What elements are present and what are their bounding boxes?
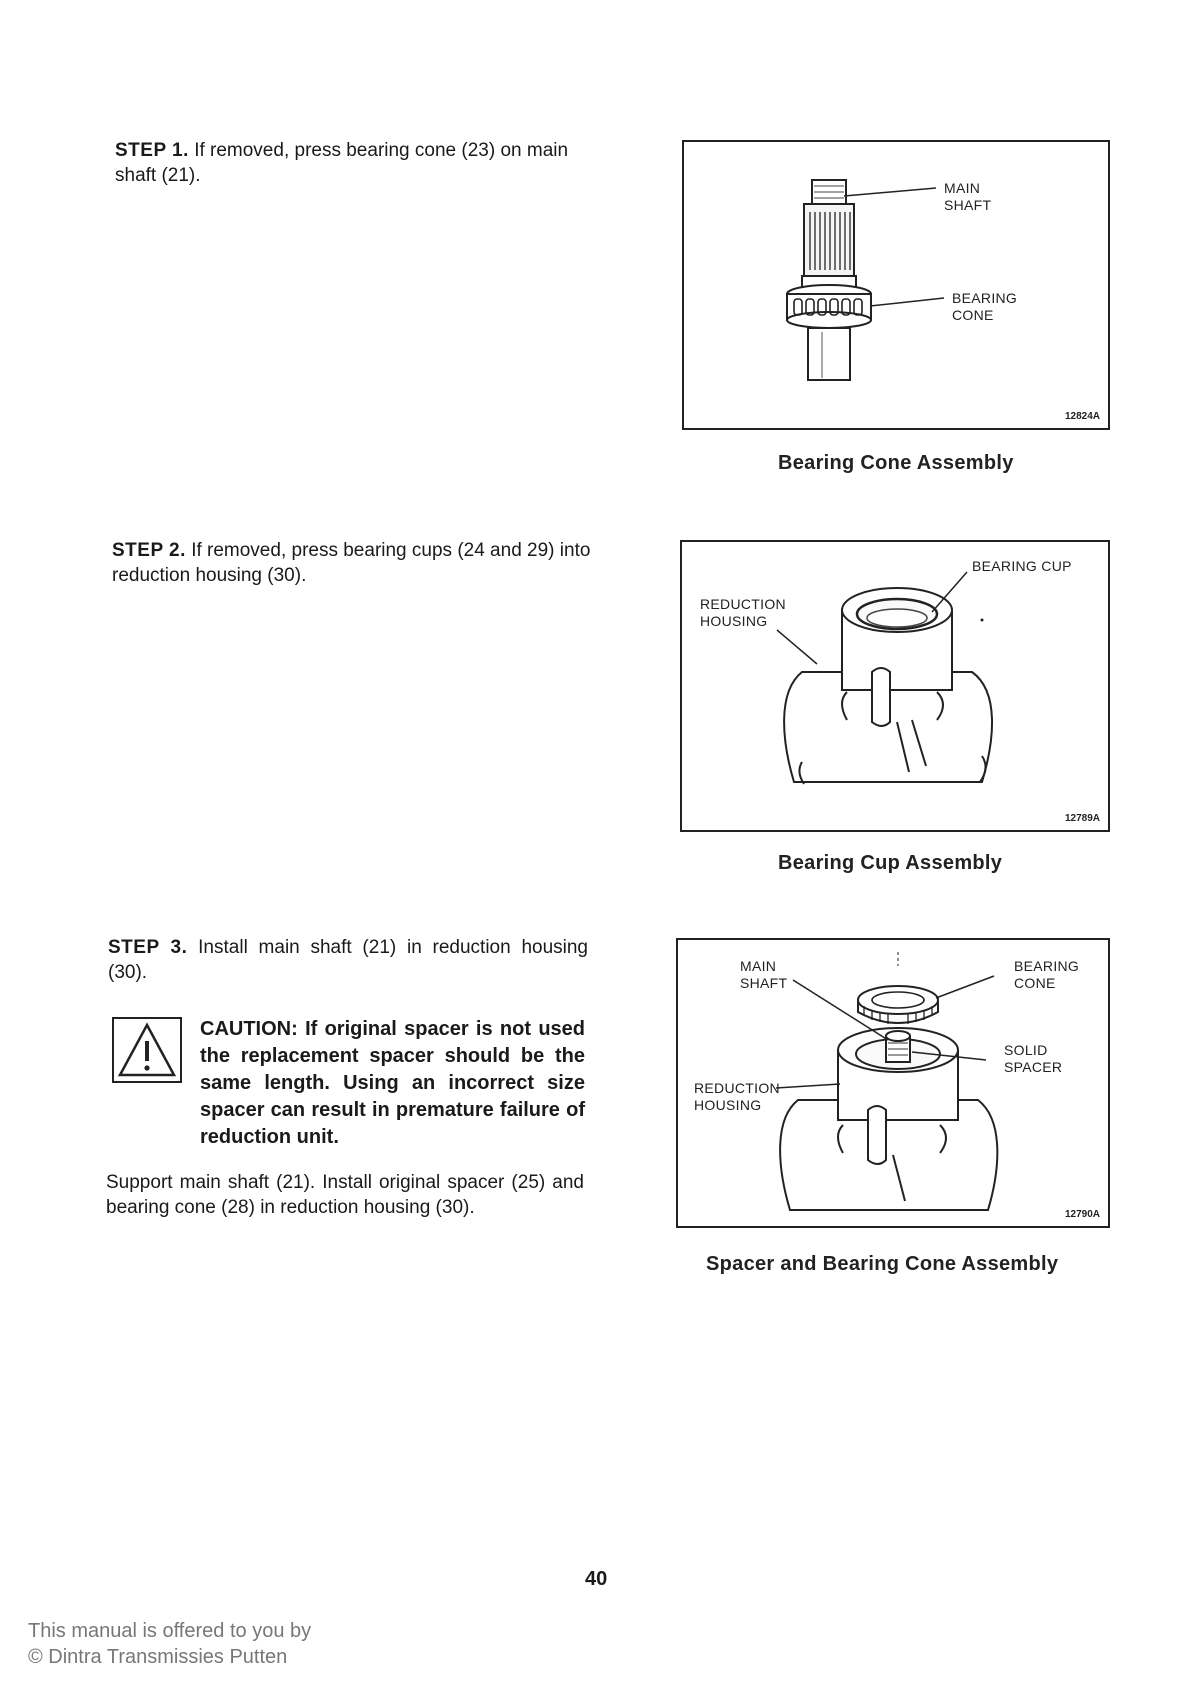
caution-box <box>112 1017 182 1083</box>
figure-bearing-cone <box>682 140 1110 430</box>
step-2 <box>112 538 592 588</box>
footer-line-1: This manual is offered to you by <box>28 1620 312 1642</box>
step-text: Install main shaft (21) in reduction housing (30). <box>108 937 589 983</box>
caution-text: CAUTION: If original spacer is not used the replacement spacer should be the same length. Using an incorrect size spacer can result in premature failure of reduction unit. <box>200 1018 585 1148</box>
label-bearing-cup: BEARING CUP <box>972 558 1072 574</box>
reduction-housing-illustration <box>682 542 1108 830</box>
label-bearing-cone: BEARING CONE <box>1014 958 1080 991</box>
step-label: STEP 2. <box>112 540 186 561</box>
figure-code: 12824A <box>1064 411 1100 422</box>
label-reduction-housing: REDUCTION HOUSING <box>700 596 786 629</box>
label-main-shaft: MAIN SHAFT <box>740 958 788 991</box>
step-label: STEP 3. <box>108 937 188 958</box>
support-text: Support main shaft (21). Install original spacer (25) and bearing cone (28) in reduction housing (30). <box>106 1172 584 1218</box>
figure-code: 12789A <box>1064 813 1100 824</box>
label-bearing-cone: BEARING CONE <box>952 290 1018 323</box>
main-shaft-illustration <box>684 142 1108 428</box>
label-main-shaft: MAIN SHAFT <box>944 180 992 213</box>
label-reduction-housing: REDUCTION HOUSING <box>694 1080 780 1113</box>
label-solid-spacer: SOLID SPACER <box>1004 1042 1063 1075</box>
footer <box>28 1618 311 1670</box>
step-text: If removed, press bearing cone (23) on main shaft (21). <box>115 140 569 186</box>
step-label: STEP 1. <box>115 140 189 161</box>
caption-spacer-bearing-cone: Spacer and Bearing Cone Assembly <box>706 1253 1059 1275</box>
figure-bearing-cup <box>680 540 1110 832</box>
step-text: If removed, press bearing cups (24 and 29) into reduction housing (30). <box>112 540 591 586</box>
warning-triangle-icon <box>114 1019 180 1081</box>
figure-code: 12790A <box>1064 1209 1100 1220</box>
figure-spacer-bearing-cone <box>676 938 1110 1228</box>
caption-bearing-cup: Bearing Cup Assembly <box>778 852 1003 874</box>
page-number: 40 <box>585 1568 608 1590</box>
step-1 <box>115 138 595 188</box>
step-3 <box>108 935 588 985</box>
caption-bearing-cone: Bearing Cone Assembly <box>778 452 1014 474</box>
footer-line-2: © Dintra Transmissies Putten <box>28 1646 288 1668</box>
